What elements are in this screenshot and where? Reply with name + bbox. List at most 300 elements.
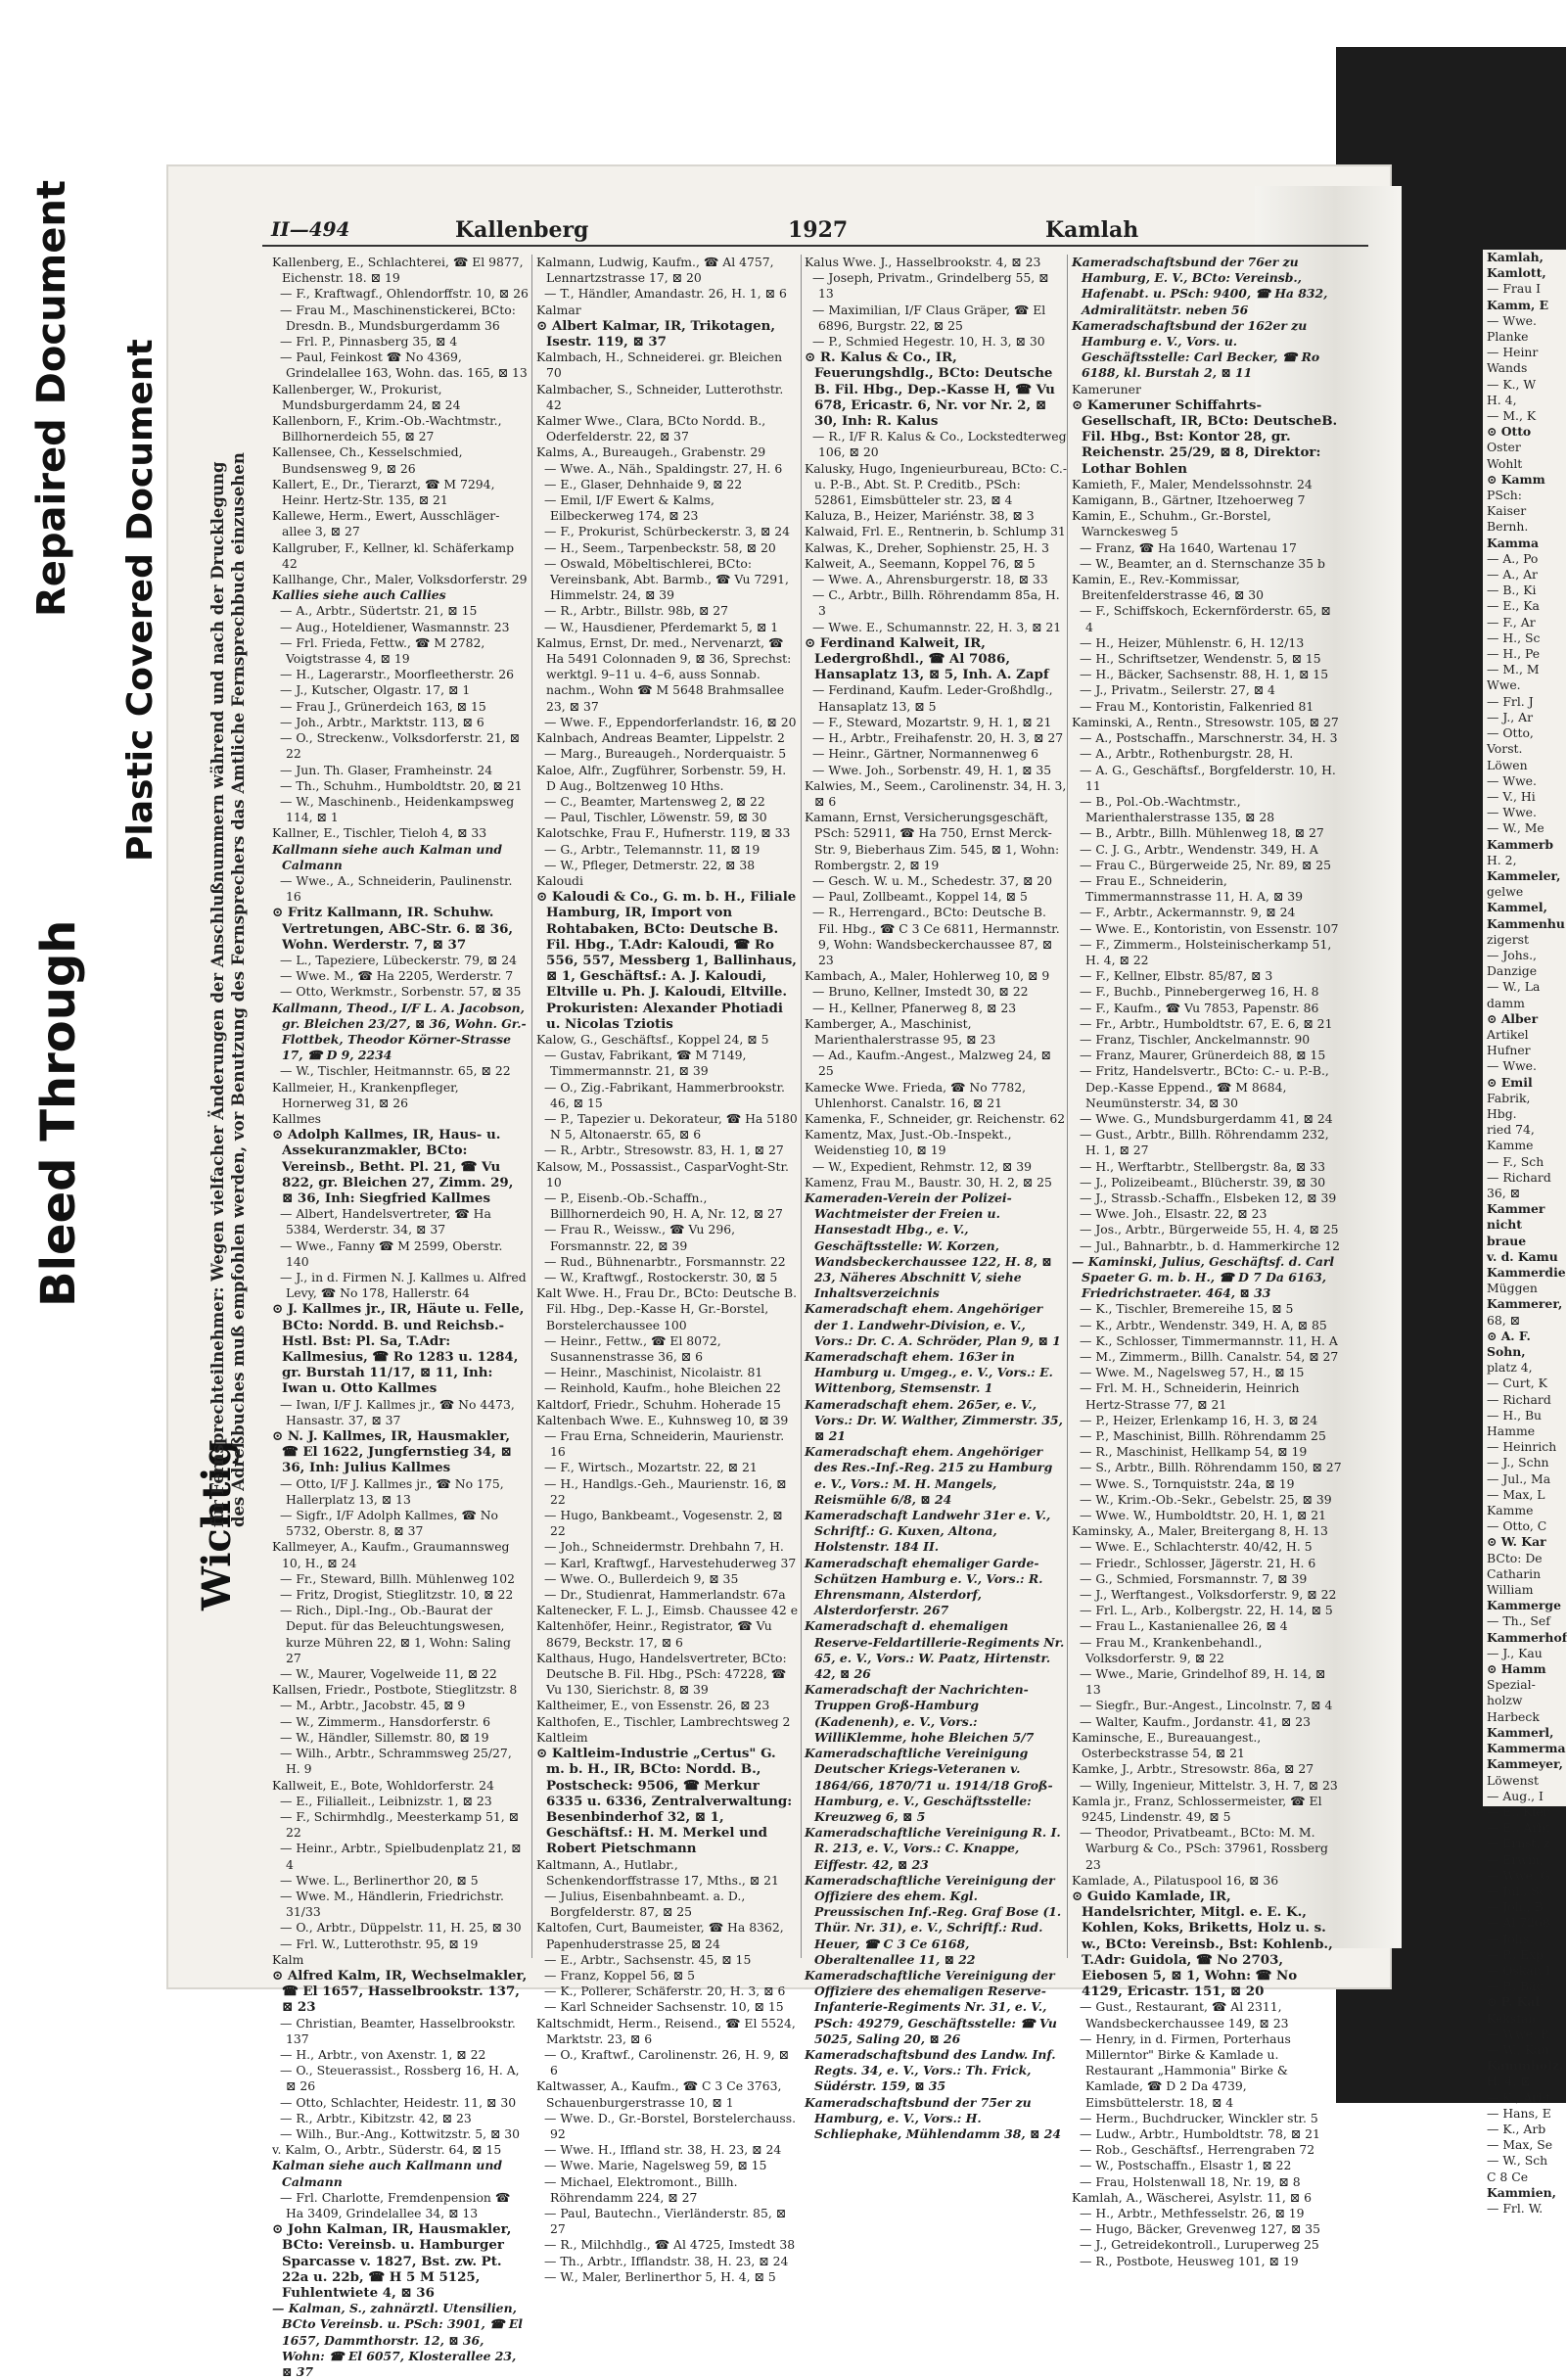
directory-entry: Kamecke Wwe. Frieda, ☎ No 7782, Uhlenhorst. Canalstr. 16, ⊠ 21	[805, 1079, 1027, 1110]
directory-entry: — Wwe. M., ☎ Ha 2205, Werderstr. 7	[280, 968, 514, 984]
directory-entry: — Gust., Arbtr., Billh. Röhrendamm 232, H. 1, ⊠ 27	[1080, 1127, 1329, 1158]
facing-page-line: — Curt, K	[1487, 1376, 1547, 1391]
facing-page-line: Kammer	[1487, 1201, 1545, 1217]
directory-entry: — R., Milchhdlg., ☎ Al 4725, Imstedt 38	[544, 2237, 796, 2253]
facing-page-line: — Heinrich	[1487, 1439, 1557, 1455]
directory-entry: — Wwe. M., Nagelsweg 57, H., ⊠ 15	[1080, 1365, 1305, 1380]
facing-page-line: ⊙ W. Kar	[1487, 1534, 1546, 1550]
directory-entry: — Michael, Elektromont., Billh. Röhrendamm 224, ⊠ 27	[544, 2173, 738, 2205]
facing-page-line: BCto: De	[1487, 1550, 1543, 1565]
directory-entry: Kaltofen, Curt, Baumeister, ☎ Ha 8362, Papenhuderstrasse 25, ⊠ 24	[536, 1920, 784, 1951]
directory-entry: — W., Beamter, an d. Sternschanze 35 b	[1080, 555, 1325, 571]
directory-entry: Kallhange, Chr., Maler, Volksdorferstr. 29	[272, 572, 528, 587]
facing-page-line: H. 4,	[1487, 392, 1517, 407]
directory-entry: — O., Steuerassist., Rossberg 16, H. A, ⊠ 26	[280, 2063, 520, 2094]
directory-entry: — Otto, Werkmstr., Sorbenstr. 57, ⊠ 35	[280, 984, 522, 1000]
directory-entry: — Frau R., Weissw., ☎ Vu 296, Forsmannstr. 22, ⊠ 39	[544, 1222, 736, 1253]
directory-entry: — Frau M., Krankenbehandl., Volksdorferstr. 9, ⊠ 22	[1080, 1634, 1263, 1665]
directory-entry: Kamin, E., Schuhm., Gr.-Borstel, Warnckesweg 5	[1072, 508, 1271, 539]
directory-entry: — Otto, I/F J. Kallmes jr., ☎ No 175, Hallerplatz 13, ⊠ 13	[280, 1475, 504, 1507]
column-divider	[531, 255, 532, 1958]
facing-page-line: — V., Hi	[1487, 788, 1536, 804]
facing-page-line: — W., Kau	[1487, 2041, 1549, 2057]
directory-entry: — Wwe. W., Humboldtstr. 20, H. 1, ⊠ 21	[1080, 1508, 1327, 1523]
directory-entry: — Frau M., Kontoristin, Falkenried 81	[1080, 698, 1314, 714]
facing-page-line: Fabrik,	[1487, 1090, 1531, 1105]
directory-entry: Kallert, E., Dr., Tierarzt, ☎ M 7294, Heinr. Hertz-Str. 135, ⊠ 21	[272, 476, 495, 508]
directory-entry: v. Kalm, O., Arbtr., Süderstr. 64, ⊠ 15	[272, 2142, 502, 2158]
directory-entry: Kalmar	[536, 302, 581, 317]
directory-entry: Kalsow, M., Possassist., CasparVoght-Str. 10	[536, 1158, 789, 1190]
directory-entry: ⊙ John Kalman, IR, Hausmakler, BCto: Vereinsb. u. Hamburger Sparcasse v. 1827, Bst. zw. Pt. 22a u. 22b, ☎ H 5 M 5125, Fuhlentwiete 4, ⊠ 36	[272, 2221, 512, 2301]
directory-entry: — Franz, Tischler, Anckelmannstr. 90	[1080, 1031, 1311, 1047]
directory-entry: — Rob., Geschäftsf., Herrengraben 72	[1080, 2142, 1315, 2158]
facing-page-line: — E., Ka	[1487, 598, 1540, 614]
directory-entry: — W., Tischler, Heitmannstr. 65, ⊠ 22	[280, 1063, 511, 1079]
directory-entry: — F., Zimmerm., Holsteinischerkamp 51, H. 4, ⊠ 22	[1080, 936, 1332, 967]
directory-entry: ⊙ Guido Kamlade, IR, Handelsrichter, Mitgl. e. E. K., Kohlen, Koks, Briketts, Holz u. s. w., BCto: Vereinsb., Bst: Kohlenb., T.Adr: Guidola, ☎ No 2703, Eiebosen 5, ⊠ 1, Wohn: ☎ No 4129, Ericastr. 151, ⊠ 20	[1072, 1888, 1333, 2000]
facing-page-line: Löwenst	[1487, 1772, 1539, 1788]
directory-entry: — Frau E., Schneiderin, Timmermannstrasse 11, H. A, ⊠ 39	[1080, 872, 1303, 905]
directory-entry: — R., Herrengard., BCto: Deutsche B. Fil. Hbg., ☎ C 3 Ce 6811, Hermannstr. 9, Wohn: Wandsbeckerchaussee 87, ⊠ 23	[812, 905, 1060, 967]
directory-entry: Kameradschaftsbund des Landw. Inf. Regts. 34, e. V., Vors.: Th. Frick, Südérstr. 159, ⊠ 35	[805, 2046, 1056, 2094]
facing-page-line: — K., Arb	[1487, 2121, 1546, 2136]
directory-entry: Kamlade, A., Pilatuspool 16, ⊠ 36	[1072, 1872, 1279, 1888]
directory-entry: — Sigfr., I/F Adolph Kallmes, ☎ No 5732, Oberstr. 8, ⊠ 37	[280, 1508, 498, 1539]
facing-page-line: ⊙ Hamm	[1487, 1661, 1546, 1677]
directory-entry: — Aug., Hoteldiener, Wasmannstr. 23	[280, 619, 510, 634]
facing-page-line: — H., Sc	[1487, 630, 1541, 645]
directory-entry: Kamke, J., Arbtr., Stresowstr. 86a, ⊠ 27	[1072, 1761, 1314, 1777]
directory-entry: — E., Glaser, Dehnhaide 9, ⊠ 22	[544, 476, 743, 491]
directory-entry: Kaltwasser, A., Kaufm., ☎ C 3 Ce 3763, Schauenburgerstrasse 10, ⊠ 1	[536, 2078, 782, 2110]
facing-page-line: Hamme	[1487, 1423, 1536, 1439]
directory-entry: — J., Werftangest., Volksdorferstr. 9, ⊠ 22	[1080, 1587, 1337, 1603]
facing-page-line: — P., Bäc	[1487, 1979, 1544, 1994]
header-rule	[262, 245, 1368, 247]
facing-page-line: — Heinr	[1487, 345, 1539, 360]
directory-entry: — Hugo, Bäcker, Grevenweg 127, ⊠ 35	[1080, 2221, 1320, 2237]
directory-entry: — M., Zimmerm., Billh. Canalstr. 54, ⊠ 27	[1080, 1349, 1339, 1365]
facing-page-line: Hbg.	[1487, 1105, 1517, 1121]
directory-entry: — S., Arbtr., Billh. Röhrendamm 150, ⊠ 27	[1080, 1460, 1342, 1475]
directory-entry: Kameradschaft der Nachrichten-Truppen Groß-Hamburg (Kadenenh), e. V., Vors.: WilliKlemme, hohe Bleichen 5/7	[805, 1682, 1035, 1745]
facing-page-line: Bernh.	[1487, 519, 1529, 535]
directory-entry: Kaloudi	[536, 872, 583, 888]
directory-entry: — C. J. G., Arbtr., Wendenstr. 349, H. A	[1080, 841, 1318, 857]
directory-entry: Kallenberg, E., Schlachterei, ☎ El 9877, Eichenstr. 18. ⊠ 19	[272, 255, 524, 286]
directory-entry: — Friedr., Schlosser, Jägerstr. 21, H. 6	[1080, 1555, 1316, 1570]
facing-page-line: Wands	[1487, 360, 1528, 376]
directory-entry: — W., Postschaffn., Elsastr 1, ⊠ 22	[1080, 2158, 1292, 2173]
directory-entry: Kallweit, E., Bote, Wohldorferstr. 24	[272, 1777, 494, 1793]
directory-entry: — Franz, Maurer, Grünerdeich 88, ⊠ 15	[1080, 1048, 1326, 1063]
directory-entry: — P., Eisenb.-Ob.-Schaffn., Billhornerdeich 90, H. A, Nr. 12, ⊠ 27	[544, 1190, 783, 1222]
facing-page-line: Kammholz,	[1487, 2058, 1564, 2074]
facing-page-line: ⊙ Emil	[1487, 1074, 1533, 1090]
directory-entry: Kalmbach, H., Schneiderei. gr. Bleichen 70	[536, 350, 783, 381]
facing-page-line: — Frl. J	[1487, 693, 1534, 709]
directory-entry: — K., Tischler, Bremereihe 15, ⊠ 5	[1080, 1301, 1294, 1317]
directory-entry: Kalthofen, E., Tischler, Lambrechtsweg 2	[536, 1713, 791, 1729]
directory-entry: Kameradschaft ehem. 163er in Hamburg u. Umgeg., e. V., Vors.: E. Wittenborg, Stemsenstr. 1	[805, 1349, 1053, 1396]
directory-entry: Kallenborn, F., Krim.-Ob.-Wachtmstr., Billhornerdeich 55, ⊠ 27	[272, 413, 502, 444]
directory-entry: Kallewe, Herm., Ewert, Ausschläger-allee 3, ⊠ 27	[272, 508, 500, 539]
directory-entry: — H., Schriftsetzer, Wendenstr. 5, ⊠ 15	[1080, 651, 1321, 667]
directory-entry: Kaminski, A., Rentn., Stresowstr. 105, ⊠ 27	[1072, 714, 1339, 729]
directory-entry: Kameradschaftsbund der 76er zu Hamburg, E. V., BCto: Vereinsb., Hafenabt. u. PSch: 9400, ☎ Ha 832, Admiralitätstr. neben 56	[1072, 255, 1328, 317]
directory-entry: Kameradschaft d. ehemaligen Reserve-Feldartillerie-Regiments Nr. 65, e. V., Vors.: W. Paatz, Hirtenstr. 42, ⊠ 26	[805, 1618, 1065, 1682]
directory-entry: — W., Händler, Sillemstr. 80, ⊠ 19	[280, 1729, 489, 1745]
header-year: 1927	[788, 217, 849, 243]
directory-entry: Kameradschaftsbund der 75er zu Hamburg, e. V., Vors.: H. Schliephake, Mühlendamm 38, ⊠ 24	[805, 2094, 1061, 2141]
directory-entry: — H., Bäcker, Sachsenstr. 88, H. 1, ⊠ 15	[1080, 667, 1329, 682]
facing-page-line: ried 74,	[1487, 1122, 1535, 1138]
facing-page-line: Kammerl,	[1487, 1724, 1554, 1740]
facing-page-line: — Erwin,	[1487, 1851, 1544, 1867]
directory-entry: Kaltdorf, Friedr., Schuhm. Hoherade 15	[536, 1396, 781, 1412]
directory-entry: — Wwe. G., Mundsburgerdamm 41, ⊠ 24	[1080, 1110, 1333, 1126]
directory-entry: ⊙ Kaloudi & Co., G. m. b. H., Filiale Hamburg, IR, Import von Rohtabaken, BCto: Deutsche B. Fil. Hbg., T.Adr: Kaloudi, ☎ Ro 556, 557, Messberg 1, Ballinhaus, ⊠ 1, Geschäftsf.: A. J. Kaloudi, Eltville u. Ph. J. Kaloudi, Eltville. Prokuristen: Alexander Photiadi u. Nicolas Tziotis	[536, 889, 797, 1032]
directory-entry: — K., Arbtr., Wendenstr. 349, H. A, ⊠ 85	[1080, 1317, 1327, 1332]
directory-entry: — K., Schlosser, Timmermannstr. 11, H. A	[1080, 1332, 1338, 1348]
facing-page-line: — M., K	[1487, 408, 1537, 424]
directory-entry: Kalotschke, Frau F., Hufnerstr. 119, ⊠ 33	[536, 825, 791, 841]
directory-entry: — Kalman, S., zahnärztl. Utensilien, BCto Vereinsb. u. PSch: 3901, ☎ El 1657, Dammthorstr. 12, ⊠ 36, Wohn: ☎ El 6057, Klosterallee 23, ⊠ 37	[272, 2301, 523, 2380]
directory-entry: — H., Werftarbtr., Stellbergstr. 8a, ⊠ 33	[1080, 1158, 1325, 1174]
directory-entry: — R., I/F R. Kalus & Co., Lockstedterweg 106, ⊠ 20	[812, 429, 1067, 460]
directory-entry: Kamberger, A., Maschinist, Marienthalerstrasse 95, ⊠ 23	[805, 1015, 996, 1047]
directory-entry: — P., Tapezier u. Dekorateur, ☎ Ha 5180 N 5, Altonaerstr. 65, ⊠ 6	[544, 1110, 798, 1143]
facing-page-line: Artikel	[1487, 1026, 1529, 1042]
directory-entry: — Ludw., Arbtr., Humboldtstr. 78, ⊠ 21	[1080, 2125, 1320, 2141]
directory-entry: — Paul, Feinkost ☎ No 4369, Grindelallee 163, Wohn. das. 165, ⊠ 13	[280, 350, 528, 381]
facing-page-line: — A., Ar	[1487, 567, 1538, 583]
directory-entry: Kaltleim	[536, 1729, 588, 1745]
directory-entry: — Otto, Schlachter, Heidestr. 11, ⊠ 30	[280, 2094, 517, 2110]
directory-entry: Kaltmann, A., Hutlabr., Schenkendorffstrasse 17, Mths., ⊠ 21	[536, 1856, 779, 1888]
directory-entry: — Gesch. W. u. M., Schedestr. 37, ⊠ 20	[812, 872, 1053, 888]
directory-entry: Kaminsky, A., Maler, Breitergang 8, H. 13	[1072, 1523, 1328, 1539]
facing-page-line: — F., Ar	[1487, 614, 1536, 630]
directory-entry: — Wwe. Joh., Sorbenstr. 49, H. 1, ⊠ 35	[812, 762, 1052, 777]
directory-entry: — H., Handlgs.-Geh., Maurienstr. 16, ⊠ 22	[544, 1475, 787, 1507]
directory-entry: Kallies siehe auch Callies	[272, 587, 446, 603]
facing-page-line: Spezial-	[1487, 1677, 1536, 1693]
directory-entry: Kameradschaft ehem. Angehöriger des Res.-Inf.-Reg. 215 zu Hamburg e. V., Vors.: M. H. Mangels, Reismühle 6/8, ⊠ 24	[805, 1444, 1053, 1507]
facing-page-line: Sohn,	[1487, 1344, 1526, 1360]
facing-page-line: Löwen	[1487, 757, 1528, 772]
directory-entry: — Theodor, Privatbeamt., BCto: M. M. Warburg & Co., PSch: 37961, Rossberg 23	[1080, 1825, 1328, 1872]
directory-entry: ⊙ J. Kallmes jr., IR, Häute u. Felle, BCto: Nordd. B. und Reichsb.-Hstl. Bst: Pl. Sa, T.Adr: Kallmesius, ☎ Ro 1283 u. 1284, gr. Burstah 11/17, ⊠ 11, Inh: Iwan u. Otto Kallmes	[272, 1301, 525, 1397]
directory-entry: — F., Steward, Mozartstr. 9, H. 1, ⊠ 21	[812, 714, 1052, 729]
directory-entry: — B., Arbtr., Billh. Mühlenweg 18, ⊠ 27	[1080, 825, 1324, 841]
directory-entry: Kalwas, K., Dreher, Sophienstr. 25, H. 3	[805, 539, 1049, 555]
directory-entry: — Joseph, Privatm., Grindelberg 55, ⊠ 13	[812, 270, 1049, 302]
directory-entry: — Rud., Bühnenarbtr., Forsmannstr. 22	[544, 1253, 786, 1269]
facing-page-line: Wwe.	[1487, 677, 1521, 693]
directory-entry: Kalwies, M., Seem., Carolinenstr. 34, H. 3, ⊠ 6	[805, 777, 1067, 809]
directory-entry: Kaminsche, E., Bureauangest., Osterbeckstrasse 54, ⊠ 21	[1072, 1729, 1262, 1761]
facing-page-line: — Wwe.	[1487, 805, 1537, 820]
facing-page-line: — K., W	[1487, 376, 1537, 392]
directory-entry: — Jul., Bahnarbtr., b. d. Hammerkirche 12	[1080, 1237, 1341, 1253]
facing-page-line: Kamlott,	[1487, 265, 1546, 281]
directory-entry: Kalwaid, Frl. E., Rentnerin, b. Schlump 31	[805, 524, 1066, 539]
facing-page-line: Harbeck	[1487, 1708, 1540, 1724]
directory-entry: — G., Schmied, Forsmannstr. 7, ⊠ 39	[1080, 1570, 1308, 1586]
directory-entry: — Siegfr., Bur.-Angest., Lincolnstr. 7, ⊠ 4	[1080, 1698, 1333, 1713]
directory-entry: — Wwe. Marie, Nagelsweg 59, ⊠ 15	[544, 2158, 767, 2173]
facing-page-line: ⊙ Kamm	[1487, 471, 1545, 487]
directory-entry: — Wwe. M., Händlerin, Friedrichstr. 31/33	[280, 1888, 504, 1920]
directory-entry: — F., Schiffskoch, Eckernförderstr. 65, ⊠ 4	[1080, 603, 1331, 634]
directory-entry: Kallmeyer, A., Kaufm., Graumannsweg 10, H., ⊠ 24	[272, 1539, 510, 1570]
directory-entry: — A., Arbtr., Rothenburgstr. 28, H.	[1080, 746, 1294, 762]
directory-entry: — Herm., Buchdrucker, Winckler str. 5	[1080, 2110, 1318, 2125]
facing-page-line: — Max, Se	[1487, 2137, 1553, 2153]
directory-entry: — J., Kutscher, Olgastr. 17, ⊠ 1	[280, 682, 471, 698]
directory-column-3	[805, 255, 1068, 2141]
facing-page-line: braue	[1487, 1233, 1527, 1248]
facing-page-line: — Ernst, z	[1487, 1836, 1551, 1851]
facing-page-line: zigerst	[1487, 931, 1530, 947]
directory-entry: Kamenka, F., Schneider, gr. Reichenstr. 62	[805, 1110, 1066, 1126]
facing-page-line: Müggen	[1487, 1281, 1538, 1296]
directory-entry: — W., Maschinenb., Heidenkampsweg 114, ⊠ 1	[280, 793, 515, 825]
directory-entry: — Joh., Arbtr., Marktstr. 113, ⊠ 6	[280, 714, 484, 729]
facing-page-line: nicht	[1487, 1217, 1522, 1233]
directory-entry: Kaltschmidt, Herm., Reisend., ☎ El 5524, Marktstr. 23, ⊠ 6	[536, 2015, 796, 2046]
directory-entry: Kamla jr., Franz, Schlossermeister, ☎ El 9245, Lindenstr. 49, ⊠ 5	[1072, 1793, 1322, 1824]
facing-page-line: Kammel,	[1487, 900, 1547, 915]
directory-entry: Kallensee, Ch., Kesselschmied, Bundsensweg 9, ⊠ 26	[272, 444, 463, 476]
facing-page-line: v. d. Kamu	[1487, 1248, 1558, 1264]
directory-entry: — M., Arbtr., Jacobstr. 45, ⊠ 9	[280, 1698, 466, 1713]
directory-entry: — P., Maschinist, Billh. Röhrendamm 25	[1080, 1428, 1326, 1444]
directory-entry: — H., Arbtr., von Axenstr. 1, ⊠ 22	[280, 2046, 486, 2062]
facing-page-fragment	[1483, 250, 1567, 2216]
directory-entry: — Franz, Koppel 56, ⊠ 5	[544, 1967, 695, 1983]
directory-entry: — Wwe. E., Schumannstr. 22, H. 3, ⊠ 21	[812, 619, 1062, 634]
facing-page-line: — E., Arbt	[1487, 1820, 1550, 1836]
facing-page-line: Kammerdie	[1487, 1265, 1566, 1280]
facing-page-line: Kammerer,	[1487, 1296, 1563, 1312]
directory-entry: Kalthaus, Hugo, Handelsvertreter, BCto: Deutsche B. Fil. Hbg., PSch: 47228, ☎ Vu 130, Sierichstr. 8, ⊠ 39	[536, 1650, 787, 1698]
directory-entry: — Ad., Kaufm.-Angest., Malzweg 24, ⊠ 25	[812, 1048, 1051, 1079]
directory-entry: — H., Seem., Tarpenbeckstr. 58, ⊠ 20	[544, 539, 776, 555]
directory-entry: — W., Krim.-Ob.-Sekr., Gebelstr. 25, ⊠ 39	[1080, 1491, 1332, 1507]
directory-entry: — Frl. P., Pinnasberg 35, ⊠ 4	[280, 334, 458, 350]
facing-page-line: platz 4,	[1487, 1360, 1533, 1376]
facing-page-line: — H., Pe	[1487, 646, 1541, 662]
directory-entry: Kallner, E., Tischler, Tieloh 4, ⊠ 33	[272, 825, 487, 841]
facing-page-line: Kammeler,	[1487, 867, 1561, 883]
directory-entry: — F., Kellner, Elbstr. 85/87, ⊠ 3	[1080, 968, 1273, 984]
directory-entry: — Frl. Frieda, Fettw., ☎ M 2782, Voigtstrasse 4, ⊠ 19	[280, 634, 485, 667]
directory-entry: — Wwe. O., Bullerdeich 9, ⊠ 35	[544, 1570, 739, 1586]
directory-entry: — A. G., Geschäftsf., Borgfelderstr. 10, H. 11	[1080, 762, 1336, 793]
directory-entry: — Iwan, I/F J. Kallmes jr., ☎ No 4473, Hansastr. 37, ⊠ 37	[280, 1396, 515, 1427]
directory-entry: Kalus Wwe. J., Hasselbrookstr. 4, ⊠ 23	[805, 255, 1041, 269]
facing-page-line: — Richard	[1487, 1391, 1551, 1407]
directory-entry: — G., Arbtr., Telemannstr. 11, ⊠ 19	[544, 841, 760, 857]
directory-entry: — F., Kraftwagf., Ohlendorffstr. 10, ⊠ 26	[280, 286, 529, 302]
directory-entry: — Wwe. F., Eppendorferlandstr. 16, ⊠ 20	[544, 714, 797, 729]
directory-entry: — C., Arbtr., Billh. Röhrendamm 85a, H. 3	[812, 587, 1060, 619]
directory-entry: Kamentz, Max, Just.-Ob.-Inspekt., Weidenstieg 10, ⊠ 19	[805, 1127, 1012, 1158]
directory-entry: — Heinr., Maschinist, Nicolaistr. 81	[544, 1365, 763, 1380]
directory-entry: — Wwe., Fanny ☎ M 2599, Oberstr. 140	[280, 1237, 503, 1269]
directory-entry: — Wwe. H., Iffland str. 38, H. 23, ⊠ 24	[544, 2142, 782, 2158]
directory-entry: — Wwe., Marie, Grindelhof 89, H. 14, ⊠ 13	[1080, 1666, 1326, 1698]
directory-entry: — F., Wirtsch., Mozartstr. 22, ⊠ 21	[544, 1460, 758, 1475]
directory-entry: — W., Pfleger, Detmerstr. 22, ⊠ 38	[544, 857, 756, 872]
directory-entry: Kallgruber, F., Kellner, kl. Schäferkamp 42	[272, 539, 515, 571]
directory-entry: Kameradschaft ehemaliger Garde-Schützen Hamburg e. V., Vors.: R. Ehrensmann, Alsterdorf, Alsterdorferstr. 267	[805, 1555, 1043, 1618]
facing-page-line: ⊙ Otto	[1487, 424, 1532, 440]
facing-page-line: Kammerb	[1487, 836, 1554, 852]
facing-page-line: — F., Sch	[1487, 1153, 1544, 1169]
directory-entry: — Marg., Bureaugeh., Norderquaistr. 5	[544, 746, 787, 762]
facing-page-line: — K., Arbt	[1487, 2089, 1551, 2105]
directory-entry: — Gustav, Fabrikant, ☎ M 7149, Timmermannstr. 21, ⊠ 39	[544, 1048, 747, 1079]
facing-page-line: damm	[1487, 995, 1525, 1010]
directory-entry: — Christian, Beamter, Hasselbrookstr. 137	[280, 2015, 516, 2046]
facing-page-line: Danzige	[1487, 963, 1538, 979]
directory-entry: — O., Streckenw., Volksdorferstr. 21, ⊠ 22	[280, 730, 521, 762]
directory-entry: ⊙ N. J. Kallmes, IR, Hausmakler, ☎ El 1622, Jungfernstieg 34, ⊠ 36, Inh: Julius Kallmes	[272, 1428, 512, 1476]
facing-page-line: — Jul., Ma	[1487, 1470, 1551, 1486]
directory-entry: — R., Arbtr., Stresowstr. 83, H. 1, ⊠ 27	[544, 1143, 784, 1158]
directory-entry: — W., Expedient, Rehmstr. 12, ⊠ 39	[812, 1158, 1032, 1174]
directory-entry: ⊙ Adolph Kallmes, IR, Haus- u. Assekuranzmakler, BCto: Vereinsb., Betht. Pl. 21, ☎ Vu 822, gr. Bleichen 27, Zimm. 29, ⊠ 36, Inh: Siegfried Kallmes	[272, 1127, 514, 1206]
directory-entry: Kalmann, Ludwig, Kaufm., ☎ Al 4757, Lennartzstrasse 17, ⊠ 20	[536, 255, 774, 286]
facing-page-line: — Max, L	[1487, 1486, 1545, 1502]
directory-entry: Kalms, A., Bureaugeh., Grabenstr. 29	[536, 444, 766, 460]
directory-entry: — Jos., Arbtr., Bürgerweide 55, H. 4, ⊠ 25	[1080, 1222, 1339, 1237]
directory-entry: — Wilh., Bur.-Ang., Kottwitzstr. 5, ⊠ 30	[280, 2125, 521, 2141]
facing-page-line: PSch:	[1487, 488, 1522, 503]
facing-page-line: — E., Kler	[1487, 1803, 1549, 1819]
directory-entry: Kaloe, Alfr., Zugführer, Sorbenstr. 59, H. D Aug., Boltzenweg 10 Hths.	[536, 762, 787, 793]
facing-page-line: Catharin	[1487, 1565, 1542, 1581]
directory-entry: — Dr., Studienrat, Hammerlandstr. 67a	[544, 1587, 786, 1603]
directory-entry: Kameradschaft Landwehr 31er e. V., Schriftf.: G. Kuxen, Altona, Holstenstr. 184 II.	[805, 1508, 1051, 1555]
facing-page-line: — Wwe. P.	[1487, 2026, 1550, 2041]
directory-entry: — Kaminski, Julius, Geschäftsf. d. Carl Spaeter G. m. b. H., ☎ D 7 Da 6163, Friedrichstraeter. 464, ⊠ 33	[1072, 1253, 1335, 1301]
facing-page-line: — A., Po	[1487, 550, 1539, 566]
directory-entry: Kalmer Wwe., Clara, BCto Nordd. B., Oderfelderstr. 22, ⊠ 37	[536, 413, 766, 444]
facing-page-line: — Joh., B	[1487, 1899, 1544, 1915]
directory-entry: — Wwe. L., Berlinerthor 20, ⊠ 5	[280, 1872, 479, 1888]
facing-page-line: — Th., Sef	[1487, 1613, 1550, 1629]
directory-entry: — R., Maschinist, Hellkamp 54, ⊠ 19	[1080, 1444, 1308, 1460]
directory-entry: Kalow, G., Geschäftsf., Koppel 24, ⊠ 5	[536, 1031, 769, 1047]
directory-entry: — Fr., Steward, Billh. Mühlenweg 102	[280, 1570, 516, 1586]
directory-entry: Kaluza, B., Heizer, Mariénstr. 38, ⊠ 3	[805, 508, 1035, 524]
facing-page-line: — W., Sch	[1487, 2153, 1548, 2169]
directory-entry: — Frau Erna, Schneiderin, Maurienstr. 16	[544, 1428, 785, 1460]
directory-entry: — J., Polizeibeamt., Blücherstr. 39, ⊠ 30	[1080, 1174, 1326, 1190]
directory-entry: — B., Pol.-Ob.-Wachtmstr., Marienthalerstrasse 135, ⊠ 28	[1080, 793, 1275, 825]
facing-page-line: — Wwe.	[1487, 312, 1537, 328]
directory-entry: — W., Zimmerm., Hansdorferstr. 6	[280, 1713, 490, 1729]
directory-entry: — Wwe. E., Schlachterstr. 40/42, H. 5	[1080, 1539, 1313, 1555]
directory-entry: — Frl. L., Arb., Kolbergstr. 22, H. 14, ⊠ 5	[1080, 1603, 1333, 1618]
facing-page-line: Kammerge	[1487, 1598, 1561, 1613]
facing-page-line: — M., M	[1487, 662, 1540, 677]
directory-entry: — Fritz, Drogist, Stieglitzstr. 10, ⊠ 22	[280, 1587, 514, 1603]
facing-page-line: ⊙ Alber	[1487, 1010, 1539, 1026]
directory-entry: — Paul, Zollbeamt., Koppel 14, ⊠ 5	[812, 889, 1028, 905]
directory-entry: Kallmann, Theod., I/F L. A. Jacobson, gr. Bleichen 23/27, ⊠ 36, Wohn. Gr.-Flottbek, Theodor Körner-Strasse 17, ☎ D 9, 2234	[272, 1000, 527, 1063]
margin-notice-line-2: des Adreßbuches muß empfohlen werden, vor Benutzung des Fernsprechers das Amtliche Fernsprechbuch einzusehen	[229, 452, 248, 1527]
directory-entry: ⊙ Kameruner Schiffahrts-Gesellschaft, IR, BCto: DeutscheB. Fil. Hbg., Bst: Kontor 28, gr. Reichenstr. 25/29, ⊠ 8, Direktor: Lothar Bohlen	[1072, 397, 1338, 477]
facing-page-line: Hufner	[1487, 1043, 1531, 1058]
facing-page-line: H. 2,	[1487, 852, 1517, 867]
directory-entry: Kameraden-Verein der Polizei-Wachtmeister der Freien u. Hansestadt Hbg., e. V., Geschäftsstelle: W. Korzen, Wandsbeckerchaussee 122, H. 8, ⊠ 23, Näheres Abschnitt V, siehe Inhaltsverzeichnis	[805, 1190, 1052, 1301]
facing-page-line: Kamma	[1487, 535, 1540, 550]
directory-entry: — P., Schmied Hegestr. 10, H. 3, ⊠ 30	[812, 334, 1045, 350]
directory-entry: Kallmann siehe auch Kalman und Calmann	[272, 841, 503, 872]
directory-entry: — R., Arbtr., Kibitzstr. 42, ⊠ 23	[280, 2110, 472, 2125]
facing-page-line: Oster	[1487, 440, 1521, 455]
directory-entry: Kamann, Ernst, Versicherungsgeschäft, PSch: 52911, ☎ Ha 750, Ernst Merck-Str. 9, Bieberhaus Zim. 545, ⊠ 1, Wohn: Rombergstr. 2, ⊠ 19	[805, 810, 1060, 872]
directory-entry: Kalnbach, Andreas Beamter, Lippelstr. 2	[536, 730, 785, 746]
directory-entry: Kalman siehe auch Kallmann und Calmann	[272, 2158, 503, 2189]
facing-page-line: — P., Exp	[1487, 1946, 1544, 1962]
directory-entry: Kameradschaftliche Vereinigung der Offiziere des ehemaligen Reserve-Infanterie-Regiments Nr. 31, e. V., PSch: 49279, Geschäftsstelle: ☎ Vu 5025, Saling 20, ⊠ 26	[805, 1967, 1057, 2046]
facing-page-line: Vorst.	[1487, 741, 1523, 757]
margin-notice-line-1: für Fernsprechteilnehmer: Wegen vielfacher Änderungen der Anschlußnummern während und nach der Drucklegung	[208, 461, 227, 1527]
directory-entry: — F., Arbtr., Ackermannstr. 9, ⊠ 24	[1080, 905, 1296, 920]
directory-entry: — Paul, Bautechn., Vierländerstr. 85, ⊠ 27	[544, 2205, 787, 2237]
facing-page-line: 36, ⊠	[1487, 1185, 1521, 1200]
header-left-keyword: Kallenberg	[455, 217, 589, 243]
directory-entry: — Wwe. S., Tornquiststr. 24a, ⊠ 19	[1080, 1475, 1295, 1491]
facing-page-line: — Otto, C	[1487, 1518, 1547, 1534]
directory-entry: — Paul, Tischler, Löwenstr. 59, ⊠ 30	[544, 810, 767, 825]
facing-page-line: — J., Ar	[1487, 709, 1534, 724]
facing-page-line: Kammien,	[1487, 2184, 1556, 2200]
directory-entry: — Fritz, Handelsvertr., BCto: C.- u. P.-B., Dep.-Kasse Eppend., ☎ M 8684, Neumünsterstr. 34, ⊠ 30	[1080, 1063, 1329, 1110]
directory-entry: — Frl. Charlotte, Fremdenpension ☎ Ha 3409, Grindelallee 34, ⊠ 13	[280, 2189, 511, 2220]
facing-page-line: ⊙ P. Kal	[1487, 1994, 1541, 2010]
directory-entry: Kamin, E., Rev.-Kommissar, Breitenfelderstrasse 46, ⊠ 30	[1072, 572, 1265, 603]
directory-entry: — Willy, Ingenieur, Mittelstr. 3, H. 7, ⊠ 23	[1080, 1777, 1338, 1793]
facing-page-line: — Richard	[1487, 1169, 1551, 1185]
facing-page-line: — W., La	[1487, 979, 1541, 995]
directory-entry: ⊙ Kaltleim-Industrie „Certus" G. m. b. H., IR, BCto: Nordd. B., Postscheck: 9506, ☎ Merkur 6335 u. 6336, Zentralverwaltung: Besenbinderhof 32, ⊠ 1, Geschäftsf.: H. M. Merkel und Robert Pietschmann	[536, 1746, 793, 1857]
directory-entry: Kamieth, F., Maler, Mendelssohnstr. 24	[1072, 476, 1313, 491]
directory-entry: — F., Buchb., Pinnebergerweg 16, H. 8	[1080, 984, 1319, 1000]
facing-page-line: — Wwe.	[1487, 1058, 1537, 1074]
directory-entry: — Frau, Holstenwall 18, Nr. 19, ⊠ 8	[1080, 2173, 1301, 2189]
directory-column-1	[272, 255, 529, 2380]
directory-entry: — Wwe. Joh., Elsastr. 22, ⊠ 23	[1080, 1206, 1267, 1222]
plastic-covered-label: Plastic Covered Document	[120, 339, 161, 862]
page-number: II—494	[271, 217, 350, 241]
directory-entry: — W., Maurer, Vogelweide 11, ⊠ 22	[280, 1666, 497, 1682]
facing-page-line: — B., Ki	[1487, 583, 1537, 598]
directory-entry: — Heinr., Arbtr., Spielbudenplatz 21, ⊠ 4	[280, 1841, 522, 1872]
directory-entry: — F., Schirmhdlg., Meesterkamp 51, ⊠ 22	[280, 1808, 519, 1841]
facing-page-line: — Oskar, I	[1487, 1962, 1551, 1978]
facing-page-line: — J., Schn	[1487, 1455, 1549, 1470]
directory-entry: ⊙ Alfred Kalm, IR, Wechselmakler, ☎ El 1657, Hasselbrookstr. 137, ⊠ 23	[272, 1967, 528, 2016]
directory-entry: — Heinr., Fettw., ☎ El 8072, Susannenstrasse 36, ⊠ 6	[544, 1332, 721, 1365]
